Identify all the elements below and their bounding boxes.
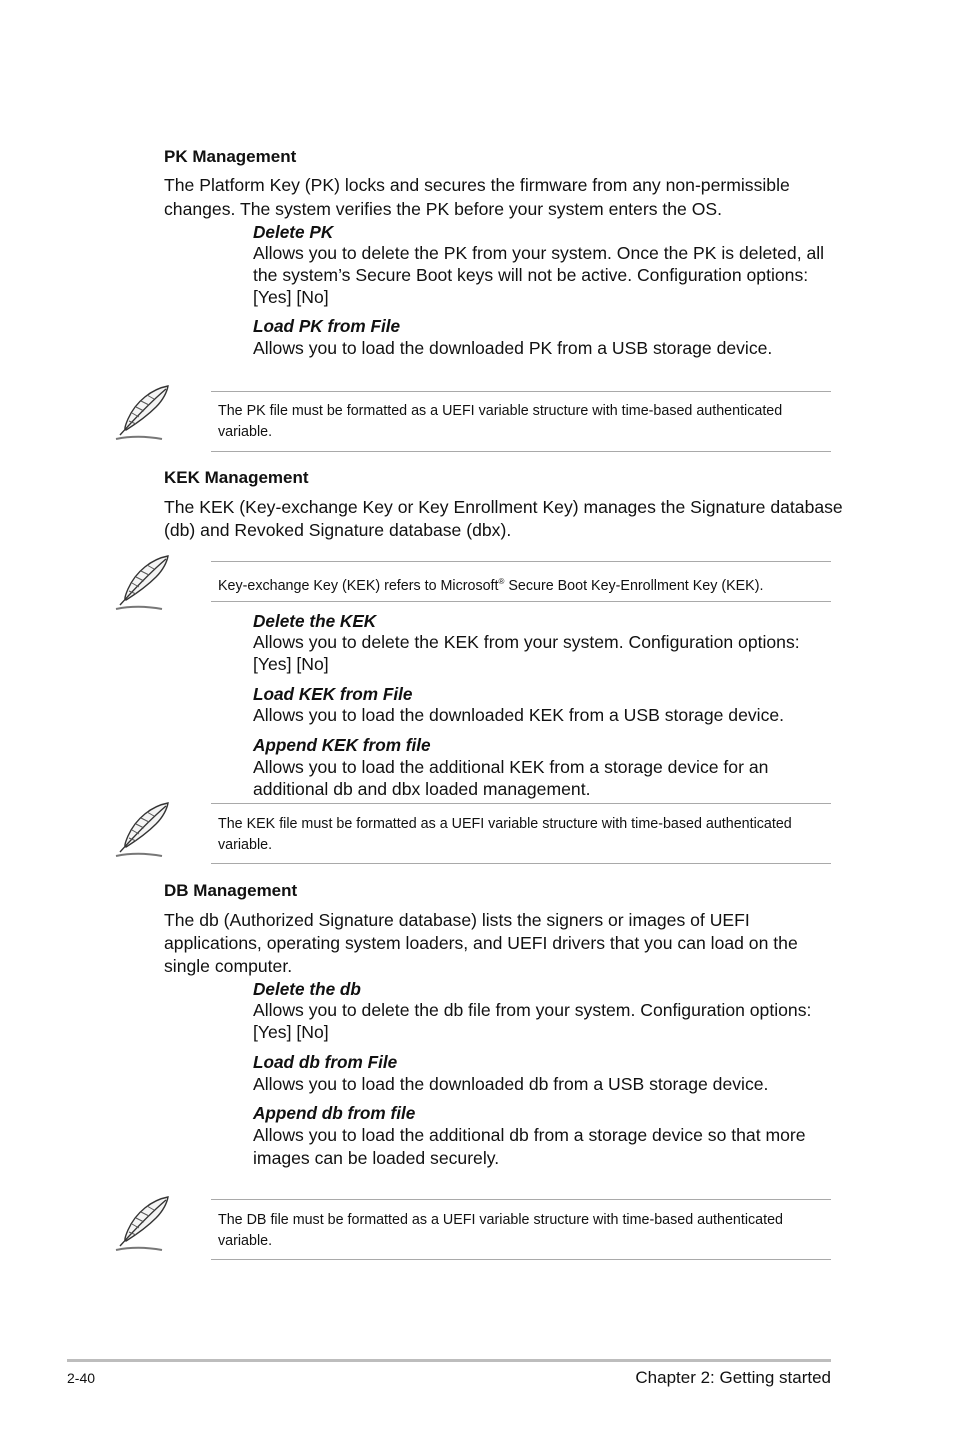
append-kek-desc-2: additional db and dbx loaded management. — [253, 779, 591, 799]
page-number: 2-40 — [67, 1370, 96, 1386]
pk-intro-line-1: The Platform Key (PK) locks and secures the firmware from any non-permissible — [164, 175, 790, 195]
pk-note-line-1: The PK file must be formatted as a UEFI variable structure with time-based authenticated — [218, 403, 783, 419]
load-pk-title: Load PK from File — [253, 316, 401, 336]
delete-pk-desc-2: the system’s Secure Boot keys will not be active. Configuration options: — [253, 265, 809, 285]
append-kek-desc-1: Allows you to load the additional KEK from a storage device for an — [253, 757, 769, 777]
append-db-desc-2: images can be loaded securely. — [253, 1148, 500, 1168]
load-db-desc: Allows you to load the downloaded db from a USB storage device. — [253, 1074, 769, 1094]
delete-kek-options: [Yes] [No] — [253, 654, 329, 674]
feather-pen-icon — [112, 800, 174, 858]
pk-heading: PK Management — [164, 147, 297, 166]
load-kek-title: Load KEK from File — [253, 684, 413, 704]
delete-db-options: [Yes] [No] — [253, 1022, 329, 1042]
append-db-title: Append db from file — [253, 1103, 416, 1123]
feather-pen-icon — [112, 1194, 174, 1252]
delete-pk-desc-1: Allows you to delete the PK from your system. Once the PK is deleted, all — [253, 243, 825, 263]
delete-kek-desc-1: Allows you to delete the KEK from your system. Configuration options: — [253, 632, 800, 652]
load-kek-desc: Allows you to load the downloaded KEK from a USB storage device. — [253, 705, 785, 725]
db-intro-line-3: single computer. — [164, 956, 293, 976]
db-note-text — [218, 1210, 833, 1252]
delete-db-desc-1: Allows you to delete the db file from your system. Configuration options: — [253, 1000, 812, 1020]
db-heading: DB Management — [164, 881, 298, 900]
kek-heading: KEK Management — [164, 468, 309, 487]
chapter-title: Chapter 2: Getting started — [635, 1368, 831, 1387]
delete-pk-options: [Yes] [No] — [253, 287, 329, 307]
delete-db-title: Delete the db — [253, 979, 361, 999]
load-pk-desc: Allows you to load the downloaded PK from a USB storage device. — [253, 338, 773, 358]
pk-intro-line-2: changes. The system verifies the PK before your system enters the OS. — [164, 199, 723, 219]
db-intro-line-1: The db (Authorized Signature database) lists the signers or images of UEFI — [164, 910, 750, 930]
registered-mark: ® — [498, 577, 505, 586]
delete-pk-title: Delete PK — [253, 222, 334, 242]
footer-divider — [67, 1359, 831, 1362]
kek-note-b-text — [218, 814, 833, 856]
db-note-line-2: variable. — [218, 1233, 273, 1249]
kek-note-b-line-1: The KEK file must be formatted as a UEFI variable structure with time-based authenticated — [218, 816, 792, 832]
kek-note-a-post: Secure Boot Key-Enrollment Key (KEK). — [504, 577, 764, 594]
delete-kek-title: Delete the KEK — [253, 611, 377, 631]
pk-note-text — [218, 401, 833, 443]
kek-note-a-text — [218, 571, 833, 597]
kek-note-a-pre: Key-exchange Key (KEK) refers to Microsoft — [218, 577, 499, 594]
pk-note-line-2: variable. — [218, 424, 273, 440]
append-kek-title: Append KEK from file — [253, 735, 431, 755]
feather-pen-icon — [112, 383, 174, 441]
kek-intro-line-1: The KEK (Key-exchange Key or Key Enrollment Key) manages the Signature database — [164, 497, 843, 517]
db-note-line-1: The DB file must be formatted as a UEFI variable structure with time-based authenticated — [218, 1212, 783, 1228]
load-db-title: Load db from File — [253, 1052, 398, 1072]
feather-pen-icon — [112, 553, 174, 611]
kek-intro-line-2: (db) and Revoked Signature database (dbx). — [164, 520, 512, 540]
kek-note-b-line-2: variable. — [218, 837, 273, 853]
db-intro-line-2: applications, operating system loaders, and UEFI drivers that you can load on the — [164, 933, 798, 953]
append-db-desc-1: Allows you to load the additional db from a storage device so that more — [253, 1125, 806, 1145]
